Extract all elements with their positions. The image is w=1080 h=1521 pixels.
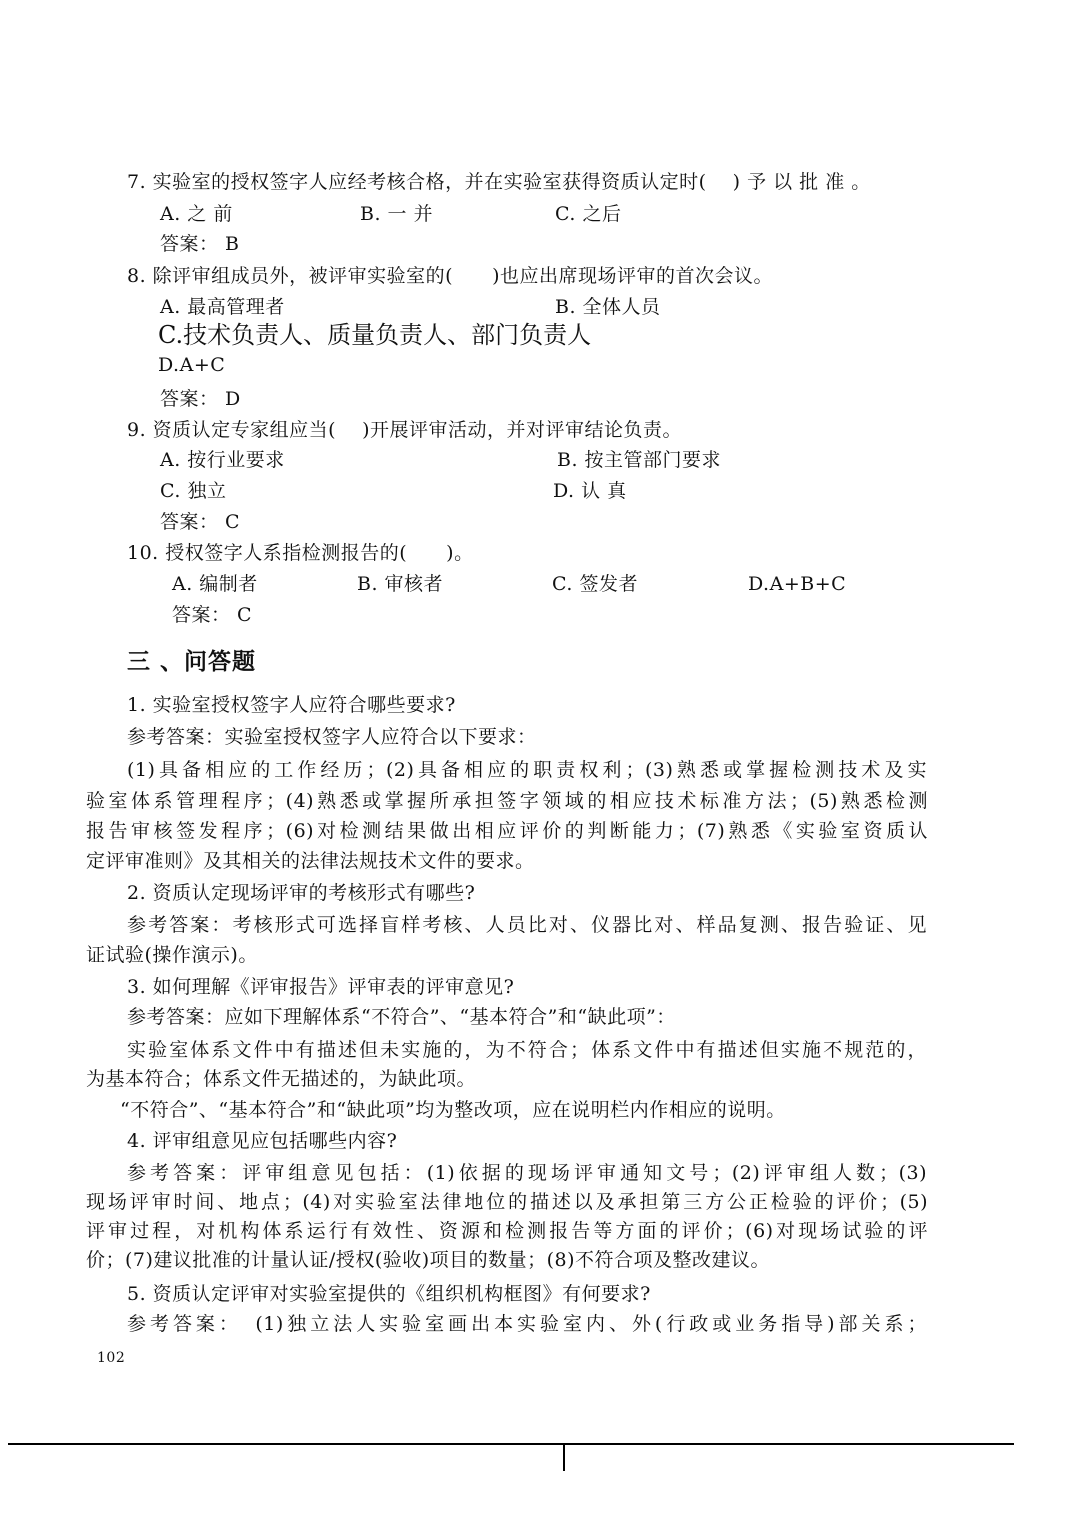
question-10-option-a: A. 编制者: [172, 573, 258, 595]
qa-3-answer-line-2: 为基本符合；体系文件无描述的，为缺此项。: [86, 1068, 477, 1090]
qa-1-reference: 参考答案：实验室授权签字人应符合以下要求：: [127, 726, 537, 748]
qa-3-answer-line-1: 实验室体系文件中有描述但未实施的，为不符合；体系文件中有描述但实施不规范的，: [127, 1039, 927, 1061]
question-9-option-b: B. 按主管部门要求: [557, 449, 722, 471]
qa-5-question: 5. 资质认定评审对实验室提供的《组织机构框图》有何要求?: [127, 1283, 651, 1305]
question-7-option-b: B. 一 并: [360, 203, 434, 225]
question-8-option-b: B. 全体人员: [555, 296, 661, 318]
qa-4-question: 4. 评审组意见应包括哪些内容?: [127, 1130, 398, 1152]
question-8-text: 8. 除评审组成员外，被评审实验室的( )也应出席现场评审的首次会议。: [127, 265, 773, 287]
qa-4-answer-line-4: 价；(7)建议批准的计量认证/授权(验收)项目的数量；(8)不符合项及整改建议。: [86, 1249, 771, 1271]
qa-2-answer-line-1: 参考答案：考核形式可选择盲样考核、人员比对、仪器比对、样品复测、报告验证、见: [127, 914, 927, 936]
question-8-option-c: C.技术负责人、质量负责人、部门负责人: [158, 321, 592, 349]
qa-1-answer-line-4: 定评审准则》及其相关的法律法规技术文件的要求。: [86, 850, 535, 872]
section-3-heading: 三 、问答题: [127, 648, 257, 675]
question-9-option-d: D. 认 真: [553, 480, 627, 502]
qa-3-reference: 参考答案：应如下理解体系“不符合”、“基本符合”和“缺此项”：: [127, 1006, 676, 1028]
question-9-option-c: C. 独立: [160, 480, 227, 502]
qa-4-answer-line-2: 现场评审时间、地点；(4)对实验室法律地位的描述以及承担第三方公正检验的评价；(5): [86, 1191, 928, 1213]
qa-3-answer-line-3: “不符合”、“基本符合”和“缺此项”均为整改项，应在说明栏内作相应的说明。: [120, 1099, 786, 1121]
qa-1-answer-line-3: 报告审核签发程序；(6)对检测结果做出相应评价的判断能力；(7)熟悉《实验室资质认: [86, 820, 928, 842]
qa-4-answer-line-3: 评审过程，对机构体系运行有效性、资源和检测报告等方面的评价；(6)对现场试验的评: [86, 1220, 928, 1242]
question-7-answer: 答案： B: [160, 233, 240, 255]
question-7-text: 7. 实验室的授权签字人应经考核合格，并在实验室获得资质认定时( ) 予 以 批 准 。: [127, 171, 871, 193]
question-10-text: 10. 授权签字人系指检测报告的( )。: [127, 542, 474, 564]
question-8-option-d: D.A+C: [158, 354, 226, 376]
qa-5-answer-line-1: 参考答案： (1)独立法人实验室画出本实验室内、外(行政或业务指导)部关系；: [127, 1313, 927, 1335]
qa-1-question: 1. 实验室授权签字人应符合哪些要求?: [127, 694, 456, 716]
question-9-text: 9. 资质认定专家组应当( )开展评审活动，并对评审结论负责。: [127, 419, 683, 441]
qa-4-answer-line-1: 参考答案：评审组意见包括：(1)依据的现场评审通知文号；(2)评审组人数；(3): [127, 1162, 927, 1184]
question-7-option-c: C. 之后: [555, 203, 622, 225]
question-10-answer: 答案： C: [172, 604, 253, 626]
question-9-option-a: A. 按行业要求: [160, 449, 285, 471]
question-8-answer: 答案： D: [160, 388, 241, 410]
question-9-answer: 答案： C: [160, 511, 241, 533]
qa-1-answer-line-1: (1)具备相应的工作经历；(2)具备相应的职责权利；(3)熟悉或掌握检测技术及实: [127, 759, 927, 781]
footer-rule-tick: [563, 1445, 565, 1471]
qa-3-question: 3. 如何理解《评审报告》评审表的评审意见?: [127, 976, 515, 998]
qa-2-answer-line-2: 证试验(操作演示)。: [86, 944, 258, 966]
qa-2-question: 2. 资质认定现场评审的考核形式有哪些?: [127, 882, 476, 904]
question-7-option-a: A. 之 前: [160, 203, 233, 225]
question-10-option-c: C. 签发者: [552, 573, 638, 595]
qa-1-answer-line-2: 验室体系管理程序；(4)熟悉或掌握所承担签字领域的相应技术标准方法；(5)熟悉检测: [86, 790, 928, 812]
page-number: 102: [97, 1350, 126, 1366]
footer-rule: [8, 1443, 1014, 1445]
question-10-option-b: B. 审核者: [357, 573, 444, 595]
question-8-option-a: A. 最高管理者: [160, 296, 285, 318]
question-10-option-d: D.A+B+C: [748, 573, 847, 595]
